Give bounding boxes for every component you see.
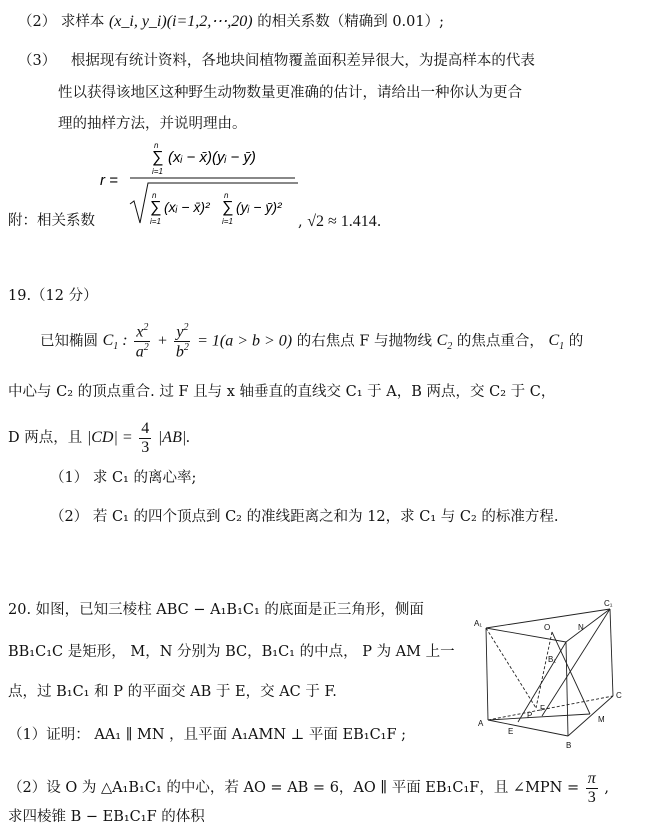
text: 已知椭圆: [40, 333, 98, 350]
text: 根据现有统计资料，各地块间植物覆盖面积差异很大，为提高样本的代表: [70, 53, 535, 69]
label-N: N: [578, 623, 584, 632]
label-A: A: [478, 719, 484, 728]
label-F: F: [540, 704, 545, 713]
fraction-4-3: $\frac{4}{3}$: [141, 420, 150, 456]
q20-part2: [8, 770, 609, 806]
q18-part3-line3: 理的抽样方法，并说明理由。: [58, 116, 247, 132]
q19-line1: 已知椭圆 $C_1$ : $\frac{x^2}{a^2}$ + $\frac{y^2}{b^2}$ = 1(a > b > 0) 的右焦点 F 与抛物线 $C_2$ 的焦点重合， $C_1$ 的: [40, 322, 584, 361]
math-expr: (x_i, y_i)(i=1,2,⋯,20): [108, 13, 253, 30]
sum-lower: i=1: [152, 167, 163, 176]
label-E: E: [508, 727, 514, 736]
q20-line2: BB₁C₁C 是矩形， M，N 分别为 BC，B₁C₁ 的中点， P 为 AM 上一: [8, 644, 455, 660]
text: （2）设 O 为 △A₁B₁C₁ 的中心，若 AO = AB = 6，AO ∥ 平面 EB₁C₁F，且 ∠MPN =: [8, 780, 580, 797]
sum-upper: n: [152, 191, 157, 200]
label-P: P: [527, 711, 533, 720]
sqrt2-approx: , √2 ≈ 1.414.: [298, 213, 382, 230]
q20-last: 求四棱锥 B − EB₁C₁F 的体积: [8, 809, 205, 825]
label-B: B: [566, 741, 572, 750]
q19-header: 19.（12 分）: [8, 288, 98, 304]
sum-symbol: ∑: [152, 149, 164, 166]
label-C: C: [616, 691, 622, 700]
q20-line3: 点，过 B₁C₁ 和 P 的平面交 AB 于 E，交 AC 于 F.: [8, 684, 337, 700]
math-expr: √2 ≈ 1.414: [307, 213, 377, 230]
sum-upper: n: [154, 141, 159, 150]
q18-part3-line1: [18, 54, 535, 69]
sum-symbol: ∑: [150, 199, 162, 216]
part-number: （3）: [18, 53, 57, 69]
part-number: （2）: [18, 14, 57, 30]
label-C1: C₁: [604, 599, 613, 608]
q18-part3-line2: 性以获得该地区这种野生动物数量更准确的估计，请给出一种你认为更合: [58, 85, 522, 101]
sum-upper: n: [224, 191, 229, 200]
correlation-formula: [100, 140, 300, 235]
q18-part2: [18, 14, 444, 30]
label-M: M: [598, 715, 605, 724]
text: 的焦点重合，: [456, 333, 544, 350]
q20-part1: （1）证明： AA₁ ∥ MN ，且平面 A₁AMN ⊥ 平面 EB₁C₁F ;: [8, 727, 407, 743]
appendix-label: 附：相关系数: [8, 213, 95, 229]
text: 的右焦点 F 与抛物线: [296, 333, 432, 350]
numerator: (xᵢ − x̄)(yᵢ − ȳ): [168, 149, 256, 166]
denom-term1: (xᵢ − x̄)²: [164, 199, 210, 215]
text: ,: [604, 780, 609, 797]
q19-line2: 中心与 C₂ 的顶点重合. 过 F 且与 x 轴垂直的直线交 C₁ 于 A，B 两点，交 C₂ 于 C，: [8, 384, 556, 400]
text: 的相关系数（精确到 0.01）;: [257, 14, 444, 30]
sum-lower: i=1: [222, 217, 233, 226]
fraction-pi-3: $\frac{\pi}{3}$: [587, 770, 596, 806]
prism-figure: [470, 596, 645, 756]
fraction-x2a2: $\frac{x^2}{a^2}$: [135, 322, 149, 361]
fraction-y2b2: $\frac{y^2}{b^2}$: [175, 322, 189, 361]
sum-symbol: ∑: [222, 199, 234, 216]
text: 的: [568, 333, 584, 350]
label-O: O: [544, 623, 551, 632]
formula-lhs: r =: [100, 172, 118, 189]
label-A1: A₁: [474, 619, 483, 628]
text: 求样本: [60, 14, 105, 30]
sum-lower: i=1: [150, 217, 161, 226]
q19-part1: （1） 求 C₁ 的离心率;: [50, 470, 197, 486]
label-B1: B₁: [548, 655, 557, 664]
denom-term2: (yᵢ − ȳ)²: [236, 199, 282, 215]
q19-part2: （2） 若 C₁ 的四个顶点到 C₂ 的准线距离之和为 12，求 C₁ 与 C₂ 的标准方程.: [50, 509, 559, 525]
q19-line3: D 两点，且 |CD| = $\frac{4}{3}$ |AB|.: [8, 420, 191, 456]
q20-line1: 20. 如图，已知三棱柱 ABC − A₁B₁C₁ 的底面是正三角形，侧面: [8, 602, 424, 618]
text: D 两点，且: [8, 430, 83, 447]
